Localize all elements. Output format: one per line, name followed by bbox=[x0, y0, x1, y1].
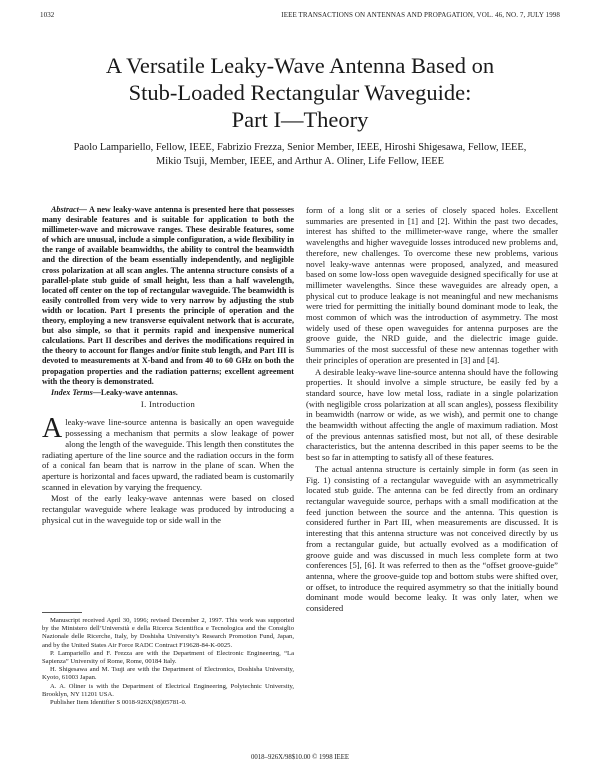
page-number: 1032 bbox=[40, 11, 55, 19]
running-header bbox=[40, 11, 560, 23]
title-line: A Versatile Leaky-Wave Antenna Based on bbox=[105, 53, 495, 78]
drop-cap: A bbox=[42, 413, 63, 445]
right-column bbox=[306, 205, 558, 615]
footnote: Publisher Item Identifier S 0018-926X(98)05781-0. bbox=[50, 699, 187, 707]
journal-name: IEEE TRANSACTIONS ON ANTENNAS AND PROPAGATION, VOL. 46, NO. 7, JULY 1998 bbox=[281, 11, 560, 19]
author-line: Mikio Tsuji, Member, IEEE, and Arthur A. Oliner, Life Fellow, IEEE bbox=[156, 155, 444, 167]
body-paragraph: A desirable leaky-wave line-source antenna should have the following properties. It should involve a simple structure, be easily fed by a standard source, have low metal loss, radiate in a single polarization (with negligible cross polarization at all scan angles), possess flexibility in beamwidth (narrow or wide, as we wish), and permit one to change the beamwidth without affecting the angle of maximum radiation. Most of the previous antennas satisfied most, but not all, of these desirable characteristics, but the antenna described in this paper seems to be the best so far in attempting to satisfy all of these features. bbox=[306, 366, 558, 463]
paper-title bbox=[50, 52, 550, 133]
footnote: P. Lampariello and F. Frezza are with the Department of Electronic Engineering, “La Sapienza” University of Rome, Rome, 00184 Italy. bbox=[42, 649, 294, 666]
copyright-line: 0018–926X/98$10.00 © 1998 IEEE bbox=[250, 754, 350, 761]
author-list bbox=[60, 141, 540, 168]
abstract bbox=[42, 205, 294, 387]
intro-paragraph-2: Most of the early leaky-wave antennas were based on closed rectangular waveguide where leakage was produced by introducing a physical cut in the waveguide top or side wall in the bbox=[42, 493, 294, 525]
left-column bbox=[42, 205, 294, 527]
index-terms bbox=[42, 388, 294, 398]
footnote: H. Shigesawa and M. Tsuji are with the Department of Electronics, Doshisha University, Kyoto, 61003 Japan. bbox=[42, 666, 294, 682]
body-paragraph: The actual antenna structure is certainly simple in form (as seen in Fig. 1) consisting of a rectangular waveguide with an asymmetrically located stub guide. The antenna can be fed directly from an ordinary rectangular waveguide source, perhaps with a small modification at the feed junction between the source and the antenna. This question is considered further in Part III, when measurements are discussed. It is interesting that this antenna structure was not conceived directly by us from a rectangular guide, but actually evolved as a modification of groove guide and was discussed in much less complete form at two conferences [5], [6]. It was referred to then as the “offset groove-guide” antenna, where the groove-guide top and bottom stubs were shifted over, or offset, to introduce the required asymmetry so that the initially bound dominant mode would become leaky. It was only later, when we considered bbox=[306, 463, 558, 614]
intro-text: leaky-wave line-source antenna is basically an open waveguide possessing a mechanism that permits a slow leakage of power along the length of the waveguide. This length then constitutes the radiating aperture of the line source and the radiation occurs in the form of a conical fan beam that is narrow in the plane of scan. When the aperture is horizontal and faces upward, the radiated beam is customarily scanned in elevation by varying the frequency. bbox=[42, 417, 294, 492]
section-heading: I. Introduction bbox=[140, 398, 196, 409]
author-line: Paolo Lampariello, Fellow, IEEE, Fabrizio Frezza, Senior Member, IEEE, Hiroshi Shigesawa, Fellow, IEEE, bbox=[73, 142, 527, 153]
footnote: A. A. Oliner is with the Department of Electrical Engineering, Polytechnic University, Brooklyn, NY 11201 USA. bbox=[42, 682, 294, 698]
abstract-text: A new leaky-wave antenna is presented here that possesses many desirable features and is suitable for application to both the millimeter-wave and microwave ranges. These desirable features, some of which are unusual, include a simple configuration, a wide flexibility in the range of available beamwidths, the ability to control the beamwidth and the direction of the beam essentially independently, and negligible cross polarization at all scan angles. The antenna structure consists of a parallel-plate stub guide of small height, less than a half wavelength, located off center on the top of rectangular waveguide. The beamwidth is easily controlled from very wide to very narrow by adjusting the stub width or location. Part I presents the principle of operation and the theory, employing a new transverse equivalent network that is accurate, but also simple, so that it permits rapid and inexpensive numerical calculations. Part II describes and derives the modifications required in the theory to account for flanges and/or finite stub length, and Part III is devoted to measurements at X-band and from 40 to 60 GHz on both the propagation properties and the radiation patterns; excellent agreement with the theory is demonstrated. bbox=[42, 205, 294, 386]
footnote-rule bbox=[42, 612, 82, 613]
footnotes bbox=[42, 612, 294, 707]
title-line: Part I—Theory bbox=[231, 107, 369, 132]
intro-paragraph bbox=[42, 413, 294, 492]
index-terms-label: Index Terms bbox=[51, 387, 93, 397]
abstract-label: Abstract— bbox=[51, 205, 87, 214]
title-line: Stub-Loaded Rectangular Waveguide: bbox=[128, 80, 472, 105]
body-paragraph: form of a long slit or a series of closely spaced holes. Excellent summaries are presented in [1] and [2]. Within the past two decades, interest has shifted to the millimeter-wave range, where the smaller wavelengths and higher waveguide losses introduced new problems and, therefore, new challenges. To overcome these new problems, various novel leaky-wave antennas were proposed, analyzed, and measured based on some low-loss open waveguide designed specifically for use at millimeter wavelengths. Since these waveguides are already open, a physical cut to produce leakage is not meaningful and new mechanisms were tried for permitting the initially bound dominant mode to leak, the most common of which was the introduction of asymmetry. The most widely used of these open waveguides for antenna purposes are the groove guide, the NRD guide, and the dielectric image guide. Summaries of the most successful of these new antennas together with their principles of operation are presented in [3] and [4]. bbox=[306, 205, 558, 365]
footnote: Manuscript received April 30, 1996; revised December 2, 1997. This work was supported by the Ministero dell’Università e della Ricerca Scientifica e Tecnologica and the Consiglio Nazionale delle Ricerche, Italy, by Doshisha University’s Research Promotion Fund, Japan, and by the United States Air Force RADC Contract F19628-84-K-0025. bbox=[42, 617, 294, 649]
index-terms-text: —Leaky-wave antennas. bbox=[92, 387, 178, 397]
